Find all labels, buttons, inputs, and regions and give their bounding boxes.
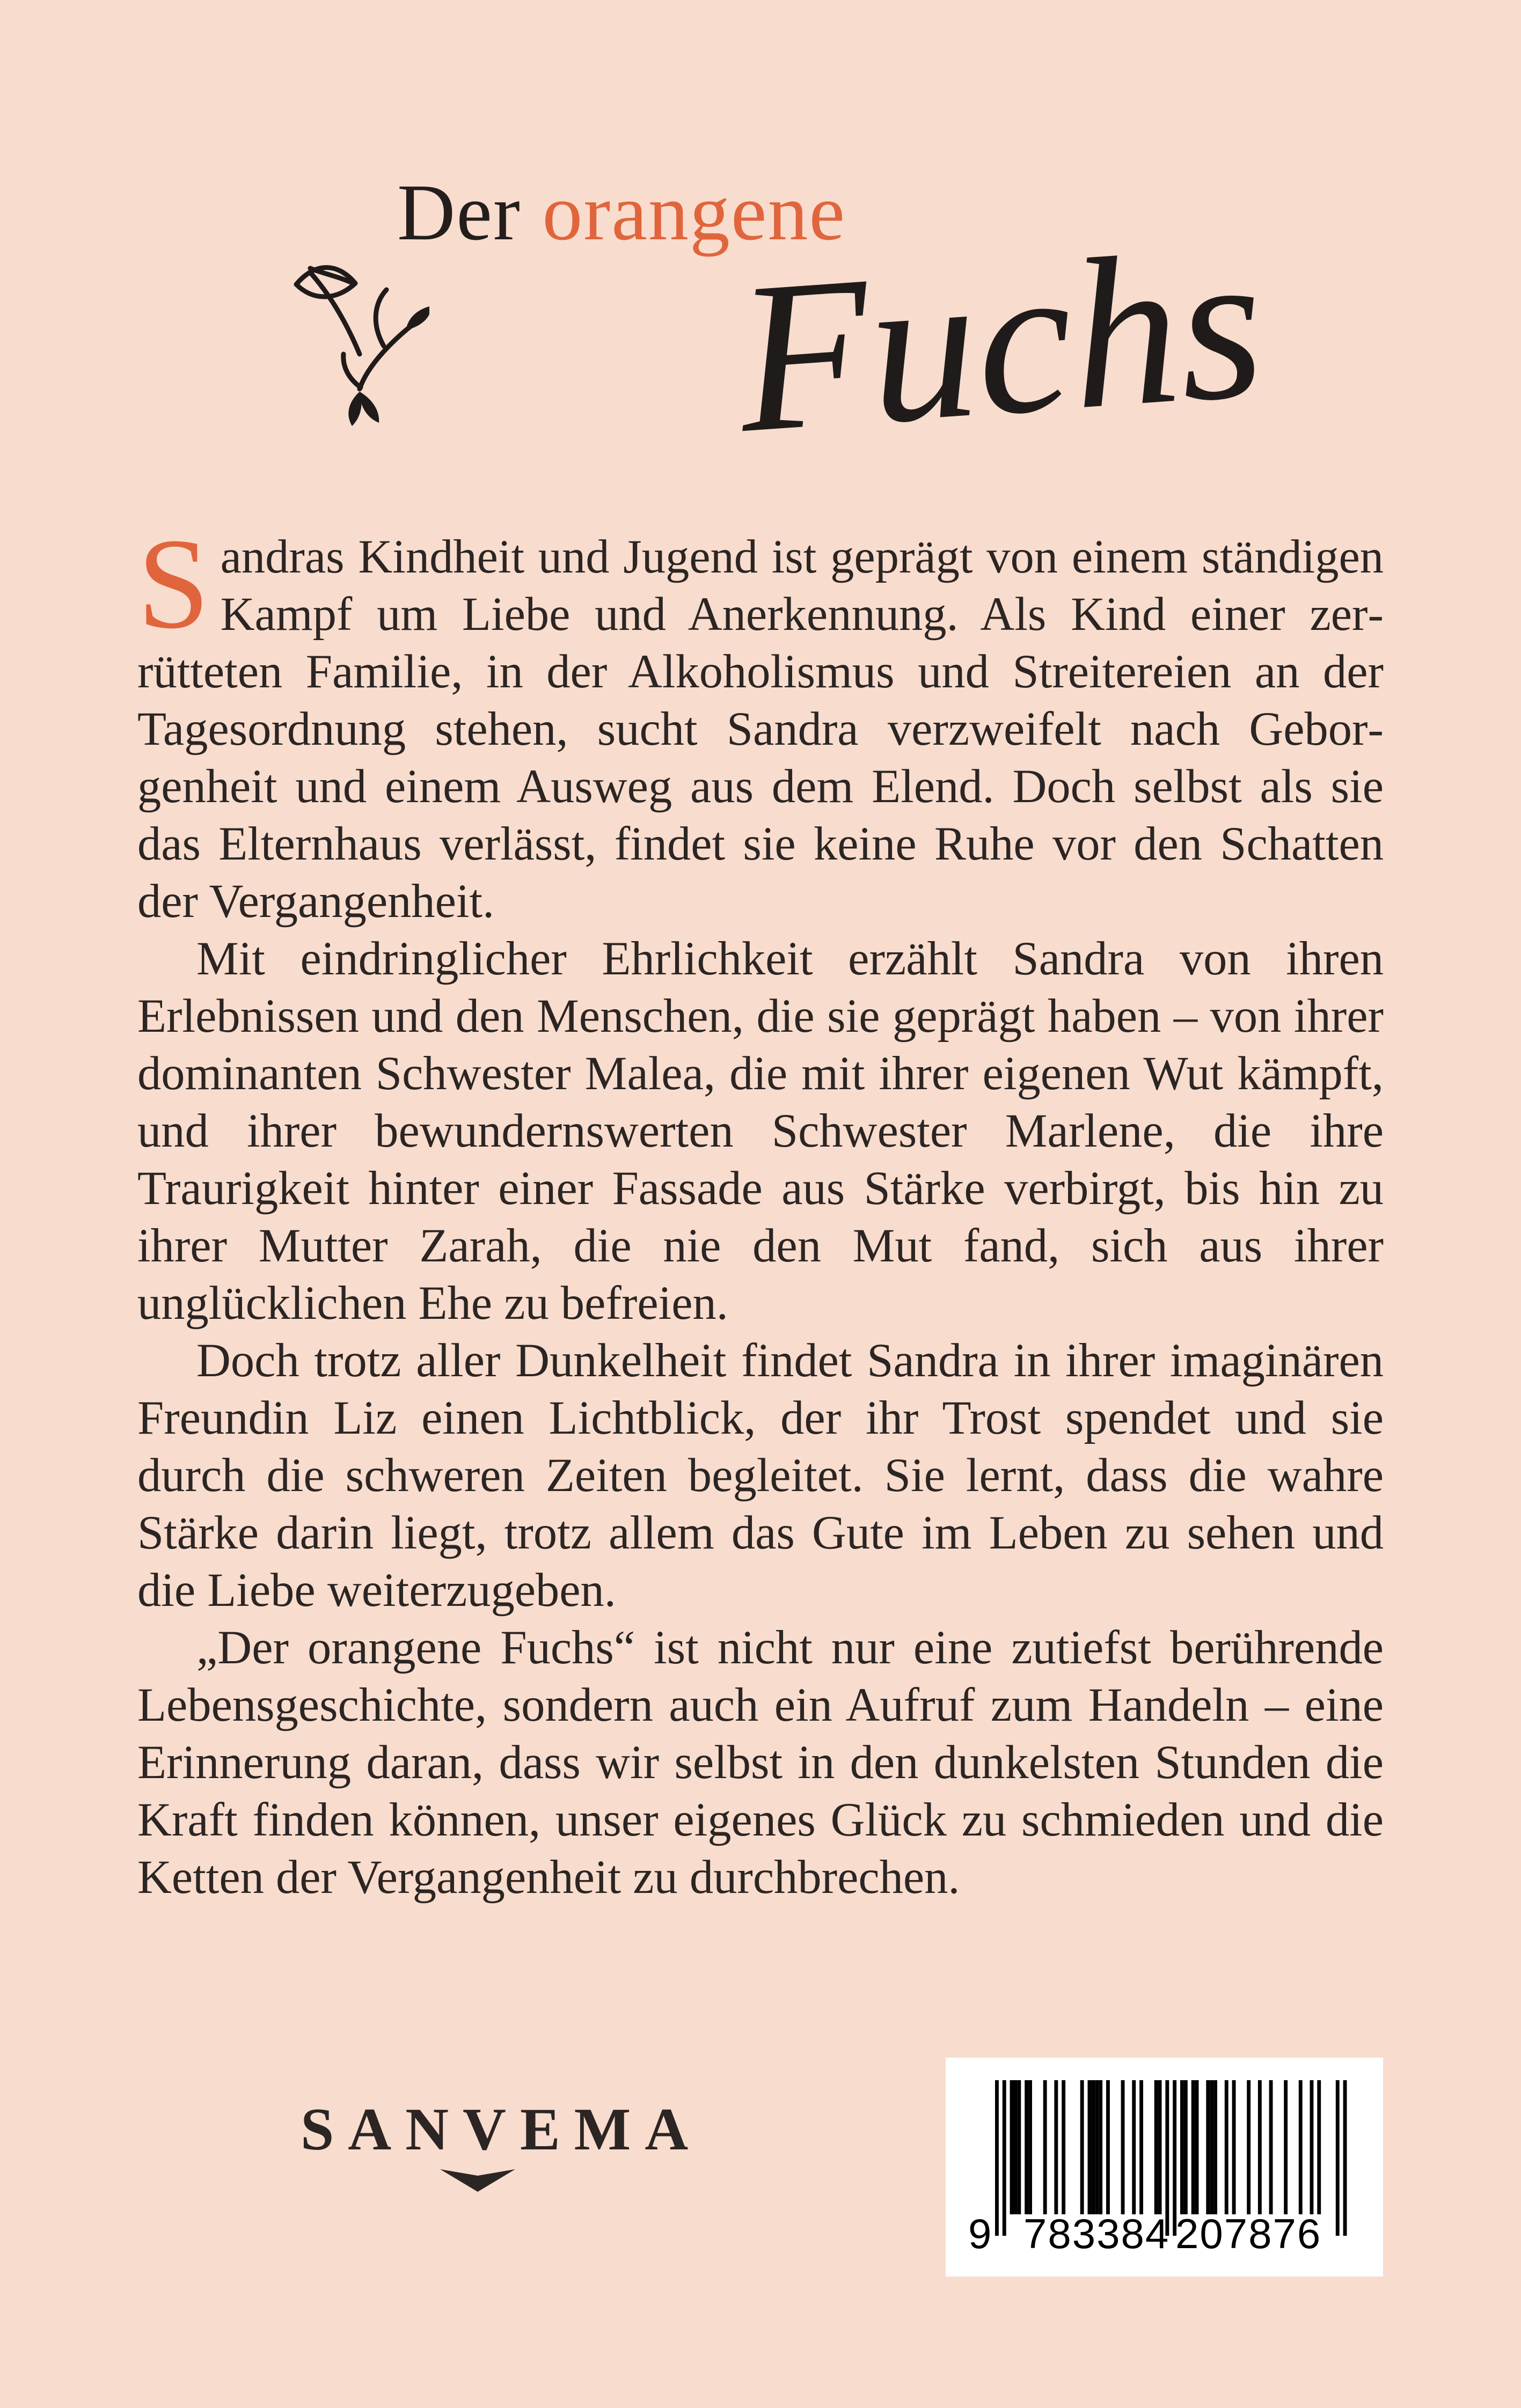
barcode-bar (1106, 2080, 1110, 2214)
blurb-paragraph-2: Mit eindringlicher Ehrlichkeit erzählt Sandra von ihren Erlebnissen und den Menschen, die sie geprägt haben – von ihrer dominanten Schwester Malea, die mit ihrer eigenen Wut kämpft, und ihrer bewundernswerten Schwester Marlene, die ihre Traurigkeit hinter einer Fassade aus Stärke verbirgt, bis hin zu ihrer Mutter Zarah, die nie den Mut fand, sich aus ihrer unglücklichen Ehe zu befreien. (137, 933, 1384, 1330)
barcode-bar (1054, 2080, 1058, 2214)
title-word-fuchs: Fuchs (730, 203, 1270, 478)
publisher-name: SANVEMA (301, 2096, 703, 2163)
blurb-paragraph-4: „Der orangene Fuchs“ ist nicht nur eine zutiefst berührende Lebensgeschichte, sondern auch ein Aufruf zum Handeln – eine Erinnerung daran, dass wir selbst in den dunkelsten Stunden die Kraft finden können, unser eigenes Glück zu schmieden und die Ketten der Vergangenheit zu durchbrechen. (137, 1621, 1384, 1904)
barcode-bar (1317, 2080, 1321, 2214)
barcode-bar (1225, 2080, 1228, 2214)
barcode-bar (1025, 2080, 1028, 2214)
drop-cap: S (137, 512, 210, 656)
barcode-bar (1158, 2080, 1162, 2214)
barcode-group-1: 783384 (1023, 2210, 1170, 2257)
barcode-bar (1099, 2080, 1102, 2214)
barcode-bar (1095, 2080, 1099, 2214)
barcode-bar (1191, 2080, 1195, 2214)
barcode-bar (1139, 2080, 1143, 2214)
barcode-bar (1210, 2080, 1213, 2214)
barcode-bar (1184, 2080, 1188, 2214)
barcode-first-digit: 9 (968, 2210, 992, 2257)
title-word-der: Der (397, 168, 521, 257)
barcode-bar (1132, 2080, 1136, 2214)
barcode-bar (1017, 2080, 1021, 2214)
blurb-paragraph-3: Doch trotz aller Dunkelheit findet Sandra in ihrer imaginären Freundin Liz einen Lichtblick, der ihr Trost spendet und sie durch die schweren Zeiten begleitet. Sie lernt, dass die wahre Stärke darin liegt, trotz allem das Gute im Leben zu sehen und die Liebe weiterzugeben. (137, 1334, 1384, 1617)
barcode-bar (1195, 2080, 1199, 2214)
barcode-bar (1247, 2080, 1251, 2214)
barcode-bar (1180, 2080, 1184, 2214)
barcode-bar (1010, 2080, 1014, 2214)
barcode-bar (1091, 2080, 1095, 2214)
barcode-bar (1080, 2080, 1084, 2214)
barcode-bar (1088, 2080, 1092, 2214)
chevron-down-icon (440, 2166, 515, 2193)
barcode-bar (1299, 2080, 1303, 2214)
barcode-digits (946, 2209, 1383, 2263)
barcode-bar (1213, 2080, 1217, 2214)
barcode-bar (1014, 2080, 1018, 2214)
barcode-bar (1043, 2080, 1047, 2214)
book-title (279, 156, 1270, 542)
blurb-paragraph-1-text: andras Kindheit und Jugend ist geprägt von einem ständigen Kampf um Liebe und Anerkennung. Als Kind einer zerrütteten Familie, in der Alkoholismus und Streitereien an der Tagesordnung stehen, sucht Sandra verzweifelt nach Geborgenheit und einem Ausweg aus dem Elend. Doch selbst als sie das Elternhaus verlässt, findet sie keine Ruhe vor den Schatten der Vergangenheit. (137, 531, 1384, 928)
barcode-bar (1258, 2080, 1262, 2214)
barcode-bar (1269, 2080, 1273, 2214)
barcode-bar (1232, 2080, 1236, 2214)
title-word-orangene: orangene (542, 168, 846, 257)
barcode-bar (1310, 2080, 1314, 2214)
barcode-bar (1062, 2080, 1065, 2214)
barcode-bar (1121, 2080, 1125, 2214)
blurb-paragraph-1 (137, 512, 1384, 930)
barcode-bar (1284, 2080, 1288, 2214)
barcode-bar (1206, 2080, 1210, 2214)
barcode (946, 2058, 1383, 2277)
barcode-group-2: 207876 (1175, 2210, 1322, 2257)
blurb-text (137, 512, 1384, 1906)
barcode-bar (1154, 2080, 1158, 2214)
barcode-bar (1028, 2080, 1032, 2214)
publisher-logo (301, 2095, 730, 2203)
